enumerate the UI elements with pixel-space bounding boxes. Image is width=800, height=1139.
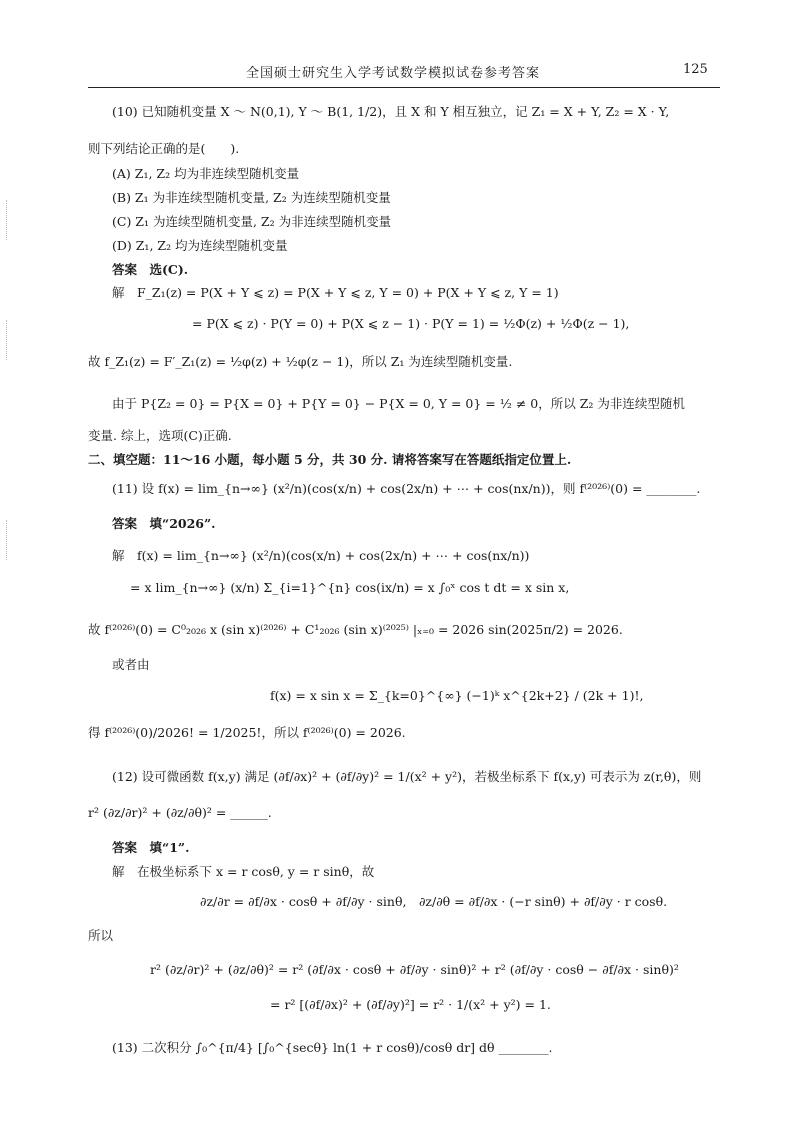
q11-solution-line3: 故 f⁽²⁰²⁶⁾(0) = C⁰₂₀₂₆ x (sin x)⁽²⁰²⁶⁾ + C¹₂₀₂₆ (sin x)⁽²⁰²⁵⁾ |ₓ₌₀ = 2026 sin(2025π/2) = 2026. — [88, 622, 623, 637]
binding-margin-dots — [6, 520, 10, 560]
q10-option-b: (B) Z₁ 为非连续型随机变量, Z₂ 为连续型随机变量 — [112, 190, 391, 205]
page-number: 125 — [683, 62, 708, 77]
q10-answer: 答案 选(C). — [112, 262, 189, 277]
q12-answer: 答案 填“1”. — [112, 840, 190, 855]
q12-solution-line2: ∂z/∂r = ∂f/∂x · cosθ + ∂f/∂y · sinθ, ∂z/∂θ = ∂f/∂x · (−r sinθ) + ∂f/∂y · r cosθ. — [200, 894, 668, 909]
q11-stem: (11) 设 f(x) = lim_{n→∞} (x²/n)(cos(x/n) + cos(2x/n) + ⋯ + cos(nx/n))，则 f⁽²⁰²⁶⁾(0) = ________. — [112, 481, 701, 496]
q11-answer: 答案 填“2026”. — [112, 516, 216, 531]
q10-option-d: (D) Z₁, Z₂ 均为连续型随机变量 — [112, 238, 288, 253]
header-rule — [88, 87, 720, 88]
section-title-fill-in: 二、填空题：11～16 小题，每小题 5 分，共 30 分. 请将答案写在答题纸指定位置上. — [88, 452, 572, 467]
running-header-title: 全国硕士研究生入学考试数学模拟试卷参考答案 — [246, 66, 541, 81]
q10-solution-line1: 解 F_Z₁(z) = P(X + Y ⩽ z) = P(X + Y ⩽ z, Y = 0) + P(X + Y ⩽ z, Y = 1) — [112, 285, 559, 300]
q11-solution-line6: 得 f⁽²⁰²⁶⁾(0)/2026! = 1/2025!，所以 f⁽²⁰²⁶⁾(0) = 2026. — [88, 725, 406, 740]
binding-margin-dots — [6, 200, 10, 240]
q12-stem-line1: (12) 设可微函数 f(x,y) 满足 (∂f/∂x)² + (∂f/∂y)² = 1/(x² + y²)，若极坐标系下 f(x,y) 可表示为 z(r,θ)，则 — [112, 769, 702, 784]
q10-stem-line1: (10) 已知随机变量 X ～ N(0,1), Y ～ B(1, 1/2)，且 X 和 Y 相互独立，记 Z₁ = X + Y, Z₂ = X · Y, — [112, 104, 670, 119]
q10-solution-line4: 由于 P{Z₂ = 0} = P{X = 0} + P{Y = 0} − P{X = 0, Y = 0} = ½ ≠ 0，所以 Z₂ 为非连续型随机 — [112, 396, 685, 411]
q10-solution-line5: 变量. 综上，选项(C)正确. — [88, 428, 232, 443]
q10-solution-line2: = P(X ⩽ z) · P(Y = 0) + P(X ⩽ z − 1) · P(Y = 1) = ½Φ(z) + ½Φ(z − 1), — [192, 316, 630, 331]
q12-solution-line1: 解 在极坐标系下 x = r cosθ, y = r sinθ，故 — [112, 864, 375, 879]
q11-solution-line5: f(x) = x sin x = Σ_{k=0}^{∞} (−1)ᵏ x^{2k+2} / (2k + 1)!, — [270, 688, 644, 703]
binding-margin-dots — [6, 320, 10, 360]
q12-solution-line3: 所以 — [88, 928, 114, 943]
q10-option-a: (A) Z₁, Z₂ 均为非连续型随机变量 — [112, 166, 300, 181]
q10-solution-line3: 故 f_Z₁(z) = F′_Z₁(z) = ½φ(z) + ½φ(z − 1)，所以 Z₁ 为连续型随机变量. — [88, 354, 513, 369]
q11-solution-line4: 或者由 — [112, 657, 150, 672]
q12-solution-line4: r² (∂z/∂r)² + (∂z/∂θ)² = r² (∂f/∂x · cosθ + ∂f/∂y · sinθ)² + r² (∂f/∂y · cosθ − ∂f/∂x · sinθ)² — [150, 962, 679, 977]
q10-stem-line2: 则下列结论正确的是( ). — [88, 141, 240, 156]
q11-solution-line1: 解 f(x) = lim_{n→∞} (x²/n)(cos(x/n) + cos(2x/n) + ⋯ + cos(nx/n)) — [112, 548, 530, 563]
q12-solution-line5: = r² [(∂f/∂x)² + (∂f/∂y)²] = r² · 1/(x² + y²) = 1. — [270, 997, 551, 1012]
q10-option-c: (C) Z₁ 为连续型随机变量, Z₂ 为非连续型随机变量 — [112, 214, 392, 229]
q13-stem: (13) 二次积分 ∫₀^{π/4} [∫₀^{secθ} ln(1 + r cosθ)/cosθ dr] dθ ________. — [112, 1040, 553, 1055]
q12-stem-line2: r² (∂z/∂r)² + (∂z/∂θ)² = ______. — [88, 805, 272, 820]
q11-solution-line2: = x lim_{n→∞} (x/n) Σ_{i=1}^{n} cos(ix/n) = x ∫₀ˣ cos t dt = x sin x, — [130, 580, 570, 595]
